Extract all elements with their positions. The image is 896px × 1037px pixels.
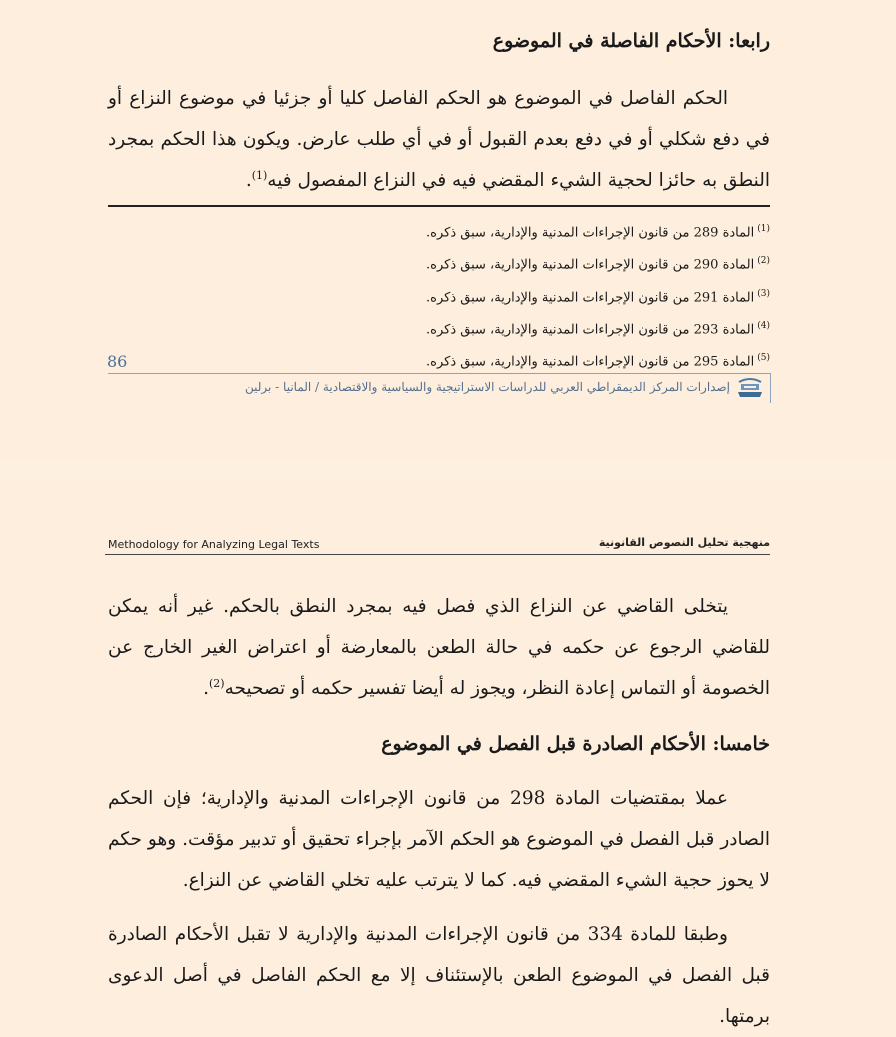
- section-heading-fifth: خامسا: الأحكام الصادرة قبل الفصل في الموضوع: [381, 733, 770, 755]
- page-86: [0, 0, 896, 460]
- footnote-item: $^{(3)}$المادة 291 من قانون الإجراءات المدنية والإدارية، سبق ذكره.: [426, 288, 770, 305]
- footnote-item: $^{(4)}$المادة 293 من قانون الإجراءات المدنية والإدارية، سبق ذكره.: [426, 320, 770, 338]
- publisher-logo-icon: [736, 376, 764, 400]
- footnote-item: $^{(1)}$المادة 289 من قانون الإجراءات المدنية والإدارية، سبق ذكره.: [426, 224, 770, 241]
- page-number: 86: [107, 352, 128, 371]
- paragraph-judge-relinquishes: يتخلى القاضي عن النزاع الذي فصل فيه بمجرد النطق بالحكم. غير أنه يمكن للقاضي الرجوع عن حكمه في حالة الطعن بالمعارضة أو اعتراض الغير الخارج عن الخصومة أو التماس إعادة النظر، ويجوز له أيضا تفسير حكمه أو تصحيحه$^{(2)}$.: [108, 596, 770, 699]
- footnote-item: $^{(2)}$المادة 290 من قانون الإجراءات المدنية والإدارية، سبق ذكره.: [426, 256, 770, 273]
- paragraph-pre-judgment: عملا بمقتضيات المادة 298 من قانون الإجراءات المدنية والإدارية؛ فإن الحكم الصادر قبل الفصل في الموضوع هو الحكم الآمر بإجراء تحقيق أو تدبير مؤقت. وهو حكم لا يحوز حجية الشيء المقضي فيه. كما لا يترتب عليه تخلي القاضي عن النزاع.: [108, 788, 770, 891]
- paragraph-text: الحكم الفاصل في الموضوع هو الحكم الفاصل كليا أو جزئيا في موضوع النزاع أو في دفع شكلي أو في دفع بعدم القبول أو في أي طلب عارض. ويكون هذا الحكم بمجرد النطق به حائزا لحجية الشيء المقضي فيه في النزاع المفصول فيه: [108, 88, 770, 191]
- header-divider: [105, 554, 770, 555]
- footer-publisher-text: إصدارات المركز الديمقراطي العربي للدراسات الاستراتيجية والسياسية والاقتصادية / المانيا - برلين: [244, 380, 730, 394]
- footer-divider: [108, 373, 770, 374]
- footnote-ref[interactable]: (1): [251, 168, 268, 182]
- footnote-item: $^{(5)}$المادة 295 من قانون الإجراءات المدنية والإدارية، سبق ذكره.: [426, 353, 770, 370]
- footnotes-list: [108, 215, 770, 377]
- footnote-ref[interactable]: (2): [209, 676, 225, 690]
- paragraph-appeal: وطبقا للمادة 334 من قانون الإجراءات المدنية والإدارية لا تقبل الأحكام الصادرة قبل الفصل في الموضوع الطعن بالإستئناف إلا مع الحكم الفاصل في أصل الدعوى برمتها.: [108, 924, 770, 1027]
- section-heading-fourth: رابعا: الأحكام الفاصلة في الموضوع: [492, 30, 770, 52]
- running-header-english: Methodology for Analyzing Legal Texts: [108, 538, 320, 551]
- running-header-arabic: منهجية تحليل النصوص القانونية: [598, 536, 770, 549]
- page-gap: [0, 460, 896, 478]
- paragraph-final-judgments: الحكم الفاصل في الموضوع هو الحكم الفاصل كليا أو جزئيا في موضوع النزاع أو في دفع شكلي أو في دفع بعدم القبول أو في أي طلب عارض. ويكون هذا الحكم بمجرد النطق به حائزا لحجية الشيء المقضي فيه في النزاع المفصول فيه$^{(1)}$.: [108, 88, 770, 191]
- page-87: [0, 478, 896, 1027]
- footer-divider-vertical: [770, 373, 771, 403]
- footnote-separator: [108, 205, 770, 207]
